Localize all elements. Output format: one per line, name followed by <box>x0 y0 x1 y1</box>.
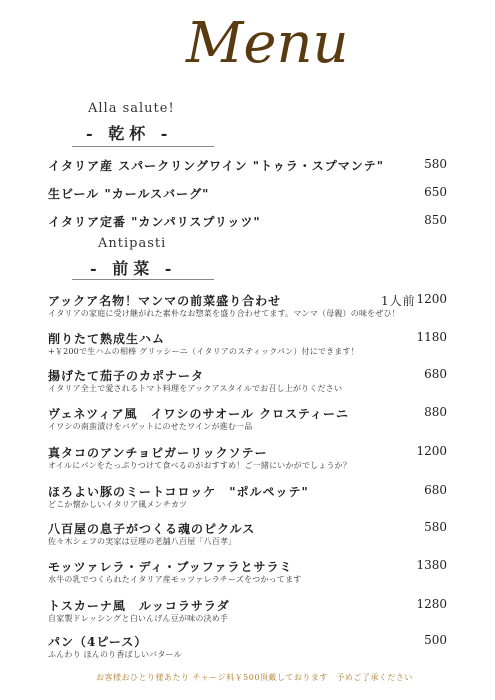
section-drinks-divider <box>72 146 214 147</box>
menu-item-price: 1200 <box>416 444 447 458</box>
menu-item-description: イタリアの家庭に受け継がれた素朴なお惣菜を盛り合わせてます。マンマ（母親）の味をぜひ！ <box>48 309 400 318</box>
menu-item-price: 1380 <box>416 558 447 572</box>
menu-item-price: 1180 <box>416 330 447 344</box>
menu-item-qty: 1人前 <box>381 294 416 308</box>
menu-item-description: 水牛の乳でつくられたイタリア産モッツァレラチーズをつかってます <box>48 575 302 584</box>
section-drinks-title: - 乾杯 - <box>86 124 173 143</box>
menu-title <box>182 6 349 78</box>
menu-item-description: 自家製ドレッシングと白いんげん豆が味の決め手 <box>48 614 229 623</box>
menu-title-text: Menu <box>186 11 349 76</box>
footer-note: お客様おひとり様あたり チャージ料￥500頂戴しております 予めご了承ください <box>96 673 413 682</box>
menu-item-price: 1200 <box>416 292 447 306</box>
menu-item-name: ヴェネツィア風 イワシのサオール クロスティーニ <box>48 407 349 421</box>
menu-item-description: オイルにパンをたっぷりつけて食べるのがおすすめ！ご一緒にいかがでしょうか？ <box>48 461 352 470</box>
menu-item-description: ふんわり ほんのり香ばしいバタール <box>48 650 182 659</box>
menu-item-description: +￥200で生ハムの相棒 グリッシーニ（イタリアのスティックパン）付にできます！ <box>48 347 359 356</box>
menu-item-name: 揚げたて茄子のカポナータ <box>48 369 205 383</box>
menu-item-price: 580 <box>424 157 447 171</box>
section-drinks-subtitle: Alla salute! <box>88 101 175 116</box>
section-antipasti-subtitle: Antipasti <box>98 236 167 251</box>
menu-item-name: 生ビール "カールスバーグ" <box>48 187 210 201</box>
menu-item-price: 580 <box>424 520 447 534</box>
menu-item-name: 八百屋の息子がつくる魂のピクルス <box>48 522 256 536</box>
menu-item-name: アックア名物！マンマの前菜盛り合わせ <box>48 294 282 308</box>
menu-item-price: 850 <box>424 213 447 227</box>
menu-item-name: イタリア産 スパークリングワイン "トゥラ・スプマンテ" <box>48 159 384 173</box>
section-antipasti-title: - 前菜 - <box>90 259 177 278</box>
menu-item-price: 680 <box>424 483 447 497</box>
menu-item-price: 650 <box>424 185 447 199</box>
menu-item-price: 880 <box>424 405 447 419</box>
menu-item-price: 680 <box>424 367 447 381</box>
menu-item-name: ほろよい豚のミートコロッケ "ポルペッテ" <box>48 485 309 499</box>
menu-item-price: 1280 <box>416 597 447 611</box>
menu-item-description: イタリア全土で愛されるトマト料理をアックアスタイルでお召し上がりください <box>48 384 343 393</box>
menu-item-name: モッツァレラ・ディ・ブッファラとサラミ <box>48 560 293 574</box>
menu-item-price: 500 <box>424 633 447 647</box>
section-antipasti-divider <box>72 279 214 280</box>
menu-item-name: 真タコのアンチョビガーリックソテー <box>48 446 268 460</box>
menu-item-name: イタリア定番 "カンパリスプリッツ" <box>48 215 261 229</box>
menu-item-name: 削りたて熟成生ハム <box>48 332 166 346</box>
menu-item-description: イワシの南蛮漬けをバゲットにのせたワインが進む一品 <box>48 422 253 431</box>
menu-item-name: パン（4ピース） <box>48 635 148 649</box>
menu-item-name: トスカーナ風 ルッコラサラダ <box>48 599 230 613</box>
menu-item-description: 佐々木シェフの実家は豆理の老舗八百屋「八百孝」 <box>48 537 237 546</box>
menu-item-description: どこか懐かしいイタリア風メンチカツ <box>48 500 188 509</box>
